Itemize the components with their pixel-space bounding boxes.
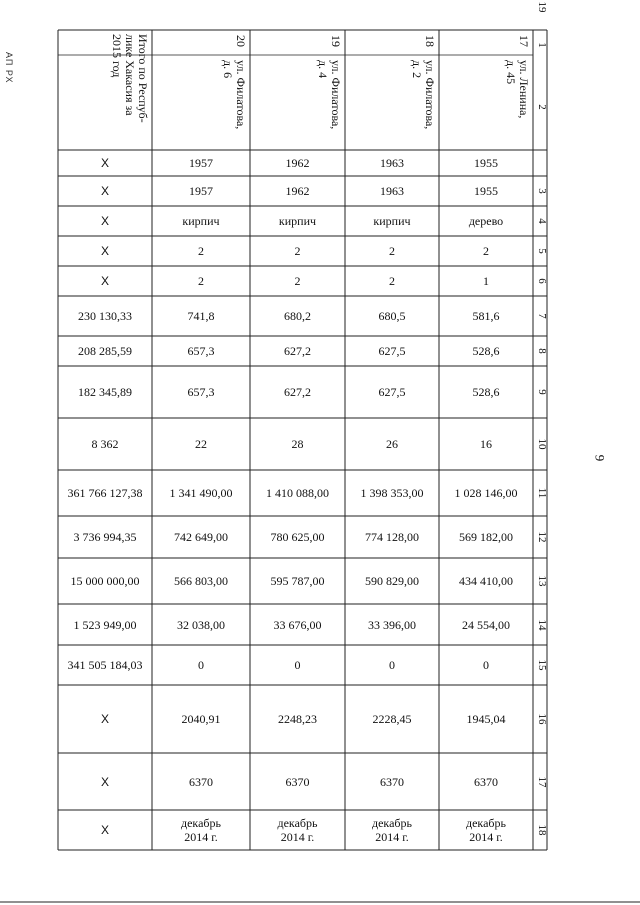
table-cell: 6370 — [380, 774, 404, 789]
column-number: 9 — [536, 389, 548, 395]
address-header: Итого по Респуб- лике Хакасия за 2015 год — [110, 34, 150, 123]
column-number: 5 — [536, 248, 548, 254]
column-number: 10 — [536, 438, 548, 450]
table-cell: 627,5 — [378, 385, 406, 399]
table-cell: 6370 — [189, 774, 213, 789]
table-cell: 627,2 — [284, 344, 311, 358]
table-cell: Х — [100, 712, 109, 726]
table-cell: 1 398 353,00 — [360, 486, 424, 500]
table-cell: 2 — [198, 274, 204, 288]
table-cell: 33 396,00 — [368, 617, 416, 632]
table-cell: 774 128,00 — [365, 530, 419, 544]
archive-stamp: АП РХ — [4, 52, 14, 84]
table-cell: 2 — [389, 244, 395, 258]
table-cell: 2 — [294, 244, 301, 258]
table-cell: 528,6 — [472, 344, 500, 358]
table-cell: 2040,91 — [181, 712, 221, 726]
row-number: 19 — [329, 35, 343, 47]
table-cell: 1 — [483, 274, 489, 288]
column-number: 3 — [536, 188, 548, 194]
table-cell: Х — [100, 214, 109, 228]
table-cell: декабрь 2014 г. — [466, 816, 506, 844]
table-cell: 528,6 — [472, 385, 500, 399]
row-number: 18 — [423, 35, 437, 47]
table-cell: 2 — [389, 274, 395, 288]
table-cell: 680,5 — [378, 309, 406, 323]
table-cell: 2228,45 — [372, 712, 412, 726]
table-cell: кирпич — [373, 214, 411, 228]
table-cell: 8 362 — [91, 437, 119, 451]
column-number: 7 — [536, 313, 548, 319]
table-cell: 1 341 490,00 — [169, 486, 233, 500]
table-cell: 742 649,00 — [174, 530, 228, 544]
column-number: 11 — [536, 487, 548, 499]
table-cell: дерево — [468, 214, 504, 228]
table-cell: 566 803,00 — [174, 574, 228, 588]
column-number: 15 — [536, 659, 548, 671]
table-cell: 434 410,00 — [459, 574, 513, 588]
column-number: 13 — [536, 575, 548, 587]
table-cell: 182 345,89 — [78, 385, 132, 399]
column-number: 18 — [536, 824, 548, 836]
table-cell: декабрь 2014 г. — [372, 816, 412, 844]
address-header: ул. Филатова, д. 6 — [221, 60, 248, 130]
page-number: 9 — [592, 454, 608, 462]
table-cell: 741,8 — [187, 309, 215, 323]
table-cell: 0 — [294, 658, 301, 672]
address-header: ул. Филатова, д. 4 — [316, 60, 343, 130]
table-cell: 569 182,00 — [459, 530, 513, 544]
row-number: 20 — [234, 35, 248, 47]
column-number: 17 — [536, 776, 548, 787]
table-cell: 361 766 127,38 — [67, 486, 143, 500]
table-cell: 1 523 949,00 — [73, 617, 137, 632]
table-cell: 1 410 088,00 — [266, 486, 329, 500]
table-cell: 1962 — [285, 156, 310, 170]
table-cell: 230 130,33 — [78, 309, 132, 323]
table-cell: 22 — [195, 437, 207, 451]
column-number: 19 — [536, 1, 548, 13]
table-cell: 341 505 184,03 — [67, 658, 143, 672]
table-cell: кирпич — [182, 214, 220, 228]
table-cell: 16 — [480, 437, 492, 451]
table-cell: 2 — [294, 274, 301, 288]
table-cell: кирпич — [278, 214, 317, 228]
table-cell: 32 038,00 — [177, 617, 225, 632]
address-header: ул. Ленина, д. 45 — [504, 60, 531, 119]
column-number: 12 — [536, 531, 548, 543]
table-cell: 1945,04 — [466, 712, 506, 726]
column-number: 8 — [536, 348, 548, 354]
column-number: 14 — [536, 619, 548, 630]
table-cell: 590 829,00 — [365, 574, 419, 588]
table-cell: 657,3 — [187, 385, 215, 399]
table-cell: 780 625,00 — [270, 530, 325, 544]
table-cell: 208 285,59 — [78, 344, 132, 358]
table-cell: Х — [100, 823, 109, 837]
table-cell: 2 — [483, 244, 489, 258]
table-cell: 1962 — [285, 184, 310, 198]
table-cell: 627,5 — [378, 344, 406, 358]
table-cell: 15 000 000,00 — [70, 574, 140, 588]
table-cell: 24 554,00 — [462, 617, 510, 632]
table-cell: 2248,23 — [278, 712, 317, 726]
column-number: 2 — [536, 104, 548, 110]
table-cell: Х — [100, 274, 109, 288]
table-cell: 28 — [291, 437, 304, 451]
table-cell: Х — [100, 244, 109, 258]
table-cell: декабрь 2014 г. — [277, 816, 318, 844]
table-cell: Х — [100, 184, 109, 198]
table-cell: 1963 — [380, 156, 404, 170]
table-cell: 0 — [389, 658, 395, 672]
row-number: 17 — [517, 35, 531, 47]
column-number: 6 — [536, 278, 548, 284]
table-cell: 627,2 — [284, 385, 311, 399]
column-number: 1 — [536, 42, 548, 48]
address-header: ул. Филатова, д. 2 — [410, 60, 437, 130]
table-cell: 1955 — [474, 156, 498, 170]
table-cell: 581,6 — [472, 309, 500, 323]
table-cell: декабрь 2014 г. — [181, 816, 221, 844]
table-cell: 3 736 994,35 — [73, 530, 137, 544]
table-cell: 1957 — [189, 156, 213, 170]
table-cell: 1955 — [474, 184, 498, 198]
table-cell: 595 787,00 — [270, 574, 325, 588]
table-cell: Х — [100, 774, 109, 789]
table-cell: 1963 — [380, 184, 404, 198]
table-cell: 657,3 — [187, 344, 215, 358]
table-cell: 1957 — [189, 184, 213, 198]
table-cell: 6370 — [474, 774, 498, 789]
table-cell: 2 — [198, 244, 204, 258]
column-number: 16 — [536, 713, 548, 725]
table-cell: Х — [100, 156, 109, 170]
table-cell: 0 — [198, 658, 204, 672]
table-cell: 1 028 146,00 — [454, 486, 518, 500]
column-number: 4 — [536, 218, 548, 224]
table-cell: 26 — [386, 437, 398, 451]
table-cell: 6370 — [285, 774, 310, 789]
table-cell: 680,2 — [284, 309, 311, 323]
table-cell: 33 676,00 — [273, 617, 322, 632]
table-cell: 0 — [483, 658, 489, 672]
